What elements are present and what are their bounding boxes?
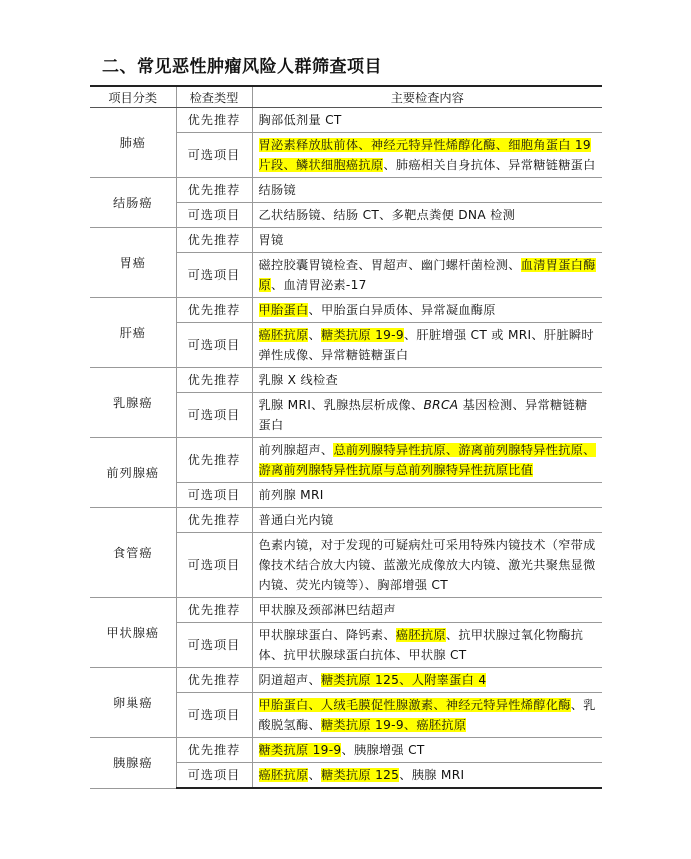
cancer-category-cell: 前列腺癌	[90, 438, 176, 508]
content-text: 前列腺 MRI	[258, 488, 324, 502]
header-row	[90, 86, 602, 108]
exam-type-cell: 优先推荐	[176, 178, 252, 203]
exam-content-cell	[252, 738, 602, 763]
content-text: 胸部低剂量 CT	[258, 113, 342, 127]
content-text: 、甲胎蛋白异质体、异常凝血酶原	[308, 303, 496, 317]
content-text: 乳腺 X 线检查	[258, 373, 338, 387]
exam-type-cell: 优先推荐	[176, 368, 252, 393]
exam-type-cell: 优先推荐	[176, 508, 252, 533]
exam-type-cell: 可选项目	[176, 483, 252, 508]
exam-type-cell: 优先推荐	[176, 668, 252, 693]
exam-type-cell: 优先推荐	[176, 298, 252, 323]
exam-type-cell: 可选项目	[176, 693, 252, 738]
content-text: 、肝脏增强 CT 或 MRI、肝脏瞬时弹性成像、异常糖链糖蛋白	[258, 328, 594, 362]
table-row	[90, 438, 602, 483]
highlighted-text: 糖类抗原 125、人附睾蛋白 4	[320, 673, 487, 687]
exam-content-cell	[252, 623, 602, 668]
cancer-category-cell: 乳腺癌	[90, 368, 176, 438]
highlighted-text: 癌胚抗原	[395, 628, 446, 642]
table-row	[90, 298, 602, 323]
content-text: 、胰腺增强 CT	[341, 743, 425, 757]
exam-content-cell	[252, 483, 602, 508]
table-row	[90, 228, 602, 253]
highlighted-text: 癌胚抗原	[258, 328, 309, 342]
table-row	[90, 368, 602, 393]
content-text: 、血清胃泌素-17	[271, 278, 367, 292]
exam-content-cell	[252, 298, 602, 323]
table-row	[90, 668, 602, 693]
screening-table	[90, 85, 602, 789]
exam-type-cell: 优先推荐	[176, 598, 252, 623]
exam-content-cell	[252, 438, 602, 483]
content-text: 乙状结肠镜、结肠 CT、多靶点粪便 DNA 检测	[258, 208, 516, 222]
exam-type-cell: 优先推荐	[176, 108, 252, 133]
cancer-category-cell: 食管癌	[90, 508, 176, 598]
exam-type-cell: 可选项目	[176, 323, 252, 368]
content-text: 胃镜	[258, 233, 284, 247]
header-main-content: 主要检查内容	[252, 86, 602, 108]
content-text: 阴道超声、	[258, 673, 321, 687]
content-text: 色素内镜，对于发现的可疑病灶可采用特殊内镜技术（窄带成像技术结合放大内镜、蓝激光成像放大内镜、激光共聚焦显微内镜、荧光内镜等）、胸部增强 CT	[258, 538, 596, 592]
exam-content-cell	[252, 598, 602, 623]
highlighted-text: 总前列腺特异性抗原、游离前列腺特异性抗原、游离前列腺特异性抗原与总前列腺特异性抗原比值	[258, 443, 596, 477]
content-text: 普通白光内镜	[258, 513, 334, 527]
content-text: 甲状腺球蛋白、降钙素、	[258, 628, 396, 642]
cancer-category-cell: 结肠癌	[90, 178, 176, 228]
table-row	[90, 108, 602, 133]
exam-content-cell	[252, 178, 602, 203]
exam-type-cell: 优先推荐	[176, 438, 252, 483]
table-row	[90, 598, 602, 623]
content-text: 、胰腺 MRI	[399, 768, 465, 782]
exam-content-cell	[252, 253, 602, 298]
table-row	[90, 508, 602, 533]
exam-content-cell	[252, 693, 602, 738]
exam-content-cell	[252, 763, 602, 789]
exam-type-cell: 可选项目	[176, 623, 252, 668]
highlighted-text: 糖类抗原 19-9	[258, 743, 342, 757]
highlighted-text: 癌胚抗原	[258, 768, 309, 782]
exam-type-cell: 可选项目	[176, 133, 252, 178]
content-text: 结肠镜	[258, 183, 296, 197]
content-text: 磁控胶囊胃镜检查、胃超声、幽门螺杆菌检测、	[258, 258, 521, 272]
exam-type-cell: 可选项目	[176, 203, 252, 228]
exam-content-cell	[252, 108, 602, 133]
exam-content-cell	[252, 323, 602, 368]
content-text: 、抗甲状腺过氧化物酶抗体、抗甲状腺球蛋白抗体、甲状腺 CT	[258, 628, 584, 662]
content-text: BRCA	[423, 398, 459, 412]
exam-content-cell	[252, 533, 602, 598]
highlighted-text: 甲胎蛋白	[258, 303, 309, 317]
cancer-category-cell: 卵巢癌	[90, 668, 176, 738]
exam-content-cell	[252, 368, 602, 393]
table-body	[90, 108, 602, 789]
content-text: 、肺癌相关自身抗体、异常糖链糖蛋白	[383, 158, 596, 172]
content-text: 乳腺 MRI、乳腺热层析成像、	[258, 398, 424, 412]
exam-content-cell	[252, 228, 602, 253]
header-category: 项目分类	[90, 86, 176, 108]
highlighted-text: 甲胎蛋白、人绒毛膜促性腺激素、神经元特异性烯醇化酶	[258, 698, 571, 712]
table-header	[90, 86, 602, 108]
highlighted-text: 胃泌素释放肽前体、神经元特异性烯醇化酶、细胞角蛋白 19 片段、鳞状细胞癌抗原	[258, 138, 591, 172]
content-text: 、乳酸脱氢酶、	[258, 698, 596, 732]
content-text: 、	[308, 768, 321, 782]
table-row	[90, 178, 602, 203]
exam-type-cell: 可选项目	[176, 533, 252, 598]
content-text: 甲状腺及颈部淋巴结超声	[258, 603, 396, 617]
page-title: 二、常见恶性肿瘤风险人群筛查项目	[102, 57, 382, 77]
exam-type-cell: 可选项目	[176, 763, 252, 789]
header-exam-type: 检查类型	[176, 86, 252, 108]
cancer-category-cell: 胰腺癌	[90, 738, 176, 789]
highlighted-text: 糖类抗原 19-9	[320, 328, 404, 342]
exam-content-cell	[252, 668, 602, 693]
content-text: 基因检测、异常糖链糖蛋白	[258, 398, 588, 432]
exam-type-cell: 可选项目	[176, 393, 252, 438]
cancer-category-cell: 胃癌	[90, 228, 176, 298]
exam-content-cell	[252, 203, 602, 228]
highlighted-text: 糖类抗原 125	[320, 768, 400, 782]
highlighted-text: 糖类抗原 19-9、癌胚抗原	[320, 718, 467, 732]
cancer-category-cell: 肺癌	[90, 108, 176, 178]
exam-content-cell	[252, 393, 602, 438]
cancer-category-cell: 肝癌	[90, 298, 176, 368]
exam-type-cell: 可选项目	[176, 253, 252, 298]
cancer-category-cell: 甲状腺癌	[90, 598, 176, 668]
highlighted-text: 血清胃蛋白酶原	[258, 258, 596, 292]
exam-type-cell: 优先推荐	[176, 738, 252, 763]
content-text: 前列腺超声、	[258, 443, 334, 457]
exam-content-cell	[252, 508, 602, 533]
exam-content-cell	[252, 133, 602, 178]
exam-type-cell: 优先推荐	[176, 228, 252, 253]
content-text: 、	[308, 328, 321, 342]
table-row	[90, 738, 602, 763]
